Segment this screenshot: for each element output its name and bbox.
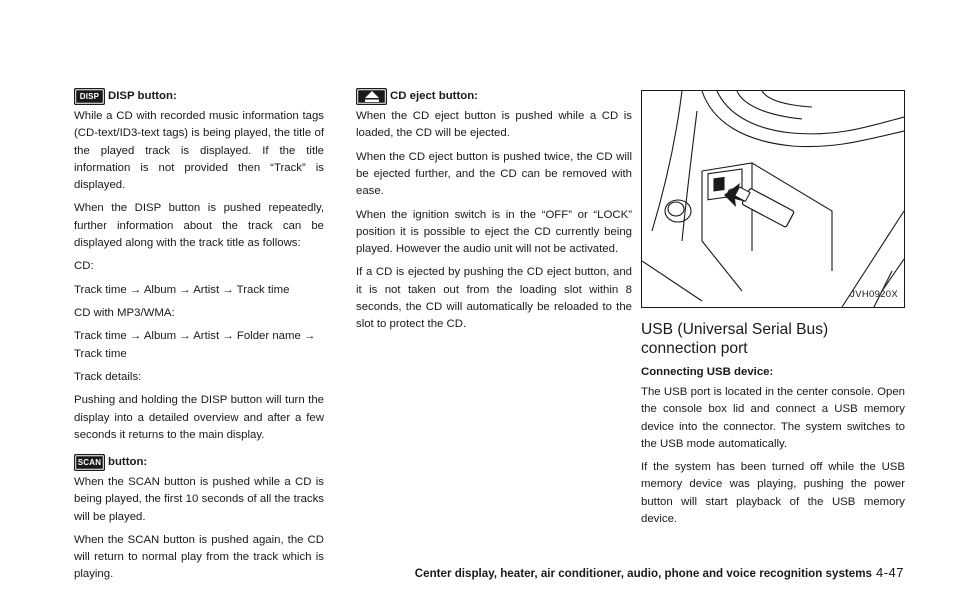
disp-heading-row <box>74 88 324 105</box>
eject-icon <box>356 88 387 105</box>
column-left <box>74 88 324 590</box>
paragraph: When the CD eject button is pushed twice, the CD will be ejected further, and the CD can be removed with ease. <box>356 150 632 198</box>
paragraph: When the SCAN button is pushed while a CD is being played, the first 10 seconds of all the tracks will be played. <box>74 476 324 523</box>
paragraph: When the DISP button is pushed repeatedly, further information about the track can be displayed along with the track title as follows: <box>74 202 324 249</box>
paragraph: CD: <box>74 260 94 273</box>
page-number: 4-47 <box>875 565 904 580</box>
paragraph: Track details: <box>74 370 142 383</box>
paragraph: Pushing and holding the DISP button will turn the display into a detailed overview and after a few seconds it returns to the main display. <box>74 394 324 441</box>
column-middle <box>356 88 632 339</box>
paragraph: When the ignition switch is in the “OFF” or “LOCK” position it is possible to eject the CD currently being played. However the audio unit will not be activated. <box>356 208 632 255</box>
disp-heading: DISP button: <box>108 90 177 102</box>
figure-code: JVH0920X <box>850 288 898 300</box>
section-title: USB (Universal Serial Bus) connection port <box>641 321 829 357</box>
paragraph: The USB port is located in the center console. Open the console box lid and connect a USB memory device into the connector. The system switches to the USB mode automatically. <box>641 386 905 450</box>
usb-port-figure <box>641 90 905 308</box>
disp-button-icon: DISP <box>74 88 105 105</box>
eject-heading-row <box>356 88 632 105</box>
scan-heading-row <box>74 454 324 471</box>
paragraph: When the SCAN button is pushed again, the CD will return to normal play from the track which is playing. <box>74 533 324 581</box>
paragraph: While a CD with recorded music information tags (CD-text/ID3-text tags) is being played, the title of the played track is displayed. If the title information is not provided then “Track” is displayed. <box>74 110 324 192</box>
paragraph: CD with MP3/WMA: <box>74 306 175 319</box>
paragraph: When the CD eject button is pushed while a CD is loaded, the CD will be ejected. <box>356 110 632 140</box>
column-right <box>641 88 905 534</box>
paragraph: Track time → Album → Artist → Folder name → Track time <box>74 330 316 360</box>
paragraph: Track time → Album → Artist → Track time <box>74 283 290 296</box>
paragraph: If a CD is ejected by pushing the CD eject button, and it is not taken out from the loading slot within 8 seconds, the CD will automatically be reloaded to the slot to protect the CD. <box>356 266 632 330</box>
paragraph: If the system has been turned off while the USB memory device was playing, pushing the power button will start playback of the USB memory device. <box>641 461 905 525</box>
page-footer <box>415 565 904 580</box>
footer-section-title: Center display, heater, air conditioner, audio, phone and voice recognition systems <box>414 567 872 580</box>
usb-subheading <box>641 364 905 381</box>
usb-console-illustration <box>642 91 904 307</box>
eject-heading: CD eject button: <box>390 90 478 102</box>
scan-heading: button: <box>108 455 148 468</box>
scan-button-icon: SCAN <box>74 454 105 471</box>
usb-subheading-text: Connecting USB device: <box>641 366 774 378</box>
